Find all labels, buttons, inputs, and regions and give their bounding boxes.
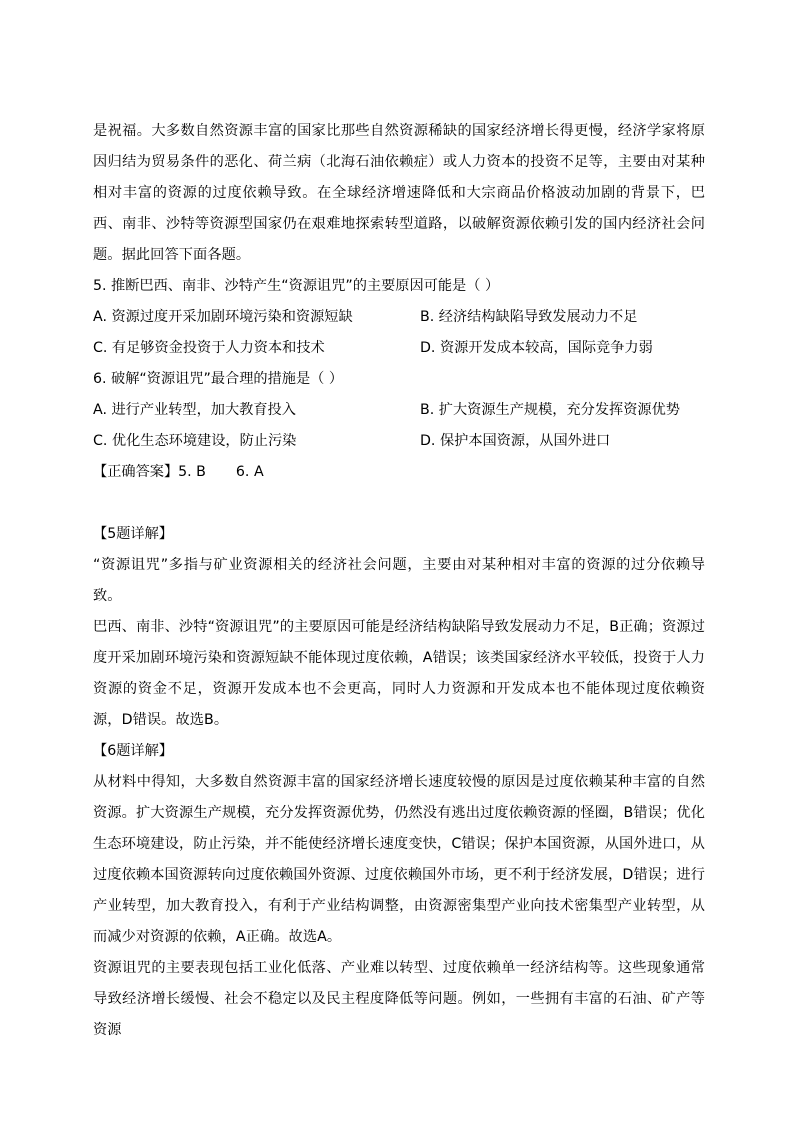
question-5-options-row-1 [93,302,705,333]
page-content [93,116,705,1046]
question-5-option-a: A. 资源过度开采加剧环境污染和资源短缺 [93,309,353,325]
intro-paragraph: 是祝福。大多数自然资源丰富的国家比那些自然资源稀缺的国家经济增长得更慢，经济学家将原因归结为贸易条件的恶化、荷兰病（北海石油依赖症）或人力资本的投资不足等，主要由对某种相对丰富的资源的过度依赖导致。在全球经济增速降低和大宗商品价格波动加剧的背景下，巴西、南非、沙特等资源型国家仍在艰难地探索转型道路，以破解资源依赖引发的国内经济社会问题。据此回答下面各题。 [93,123,705,263]
correct-answer-label: 【正确答案】5. B [93,464,206,480]
question-5-options-row-2 [93,333,705,364]
question-6-option-d: D. 保护本国资源，从国外进口 [420,433,611,449]
question-5-option-d: D. 资源开发成本较高，国际竞争力弱 [420,340,653,356]
question-5-option-b: B. 经济结构缺陷导致发展动力不足 [420,309,638,325]
question-6-option-a: A. 进行产业转型，加大教育投入 [93,402,296,418]
correct-answer [93,457,705,488]
blank-line [93,488,705,519]
detail-6-paragraph-1: 从材料中得知，大多数自然资源丰富的国家经济增长速度较慢的原因是过度依赖某种丰富的自然资源。扩大资源生产规模，充分发挥资源优势，仍然没有逃出过度依赖资源的怪圈，B错误；优化生态环境建设，防止污染，并不能使经济增长速度变快，C错误；保护本国资源，从国外进口，从过度依赖本国资源转向过度依赖国外资源、过度依赖国外市场，更不利于经济发展，D错误；进行产业转型，加大教育投入，有利于产业结构调整，由资源密集型产业向技术密集型产业转型，从而减少对资源的依赖，A正确。故选A。 [93,774,705,945]
detail-5-paragraph-2: 巴西、南非、沙特“资源诅咒”的主要原因可能是经济结构缺陷导致发展动力不足，B正确；资源过度开采加剧环境污染和资源短缺不能体现过度依赖，A错误；该类国家经济水平较低，投资于人力资源的资金不足，资源开发成本也不会更高，同时人力资源和开发成本也不能体现过度依赖资源，D错误。故选B。 [93,619,705,728]
detail-6-paragraph-2: 资源诅咒的主要表现包括工业化低落、产业难以转型、过度依赖单一经济结构等。这些现象通常导致经济增长缓慢、社会不稳定以及民主程度降低等问题。例如，一些拥有丰富的石油、矿产等资源 [93,960,705,1038]
detail-5-heading: 【5题详解】 [93,526,173,542]
correct-answer-second: 6. A [235,464,264,480]
detail-5-paragraph-1: “资源诅咒”多指与矿业资源相关的经济社会问题，主要由对某种相对丰富的资源的过分依赖导致。 [93,557,705,604]
question-6-option-b: B. 扩大资源生产规模，充分发挥资源优势 [420,402,680,418]
question-6-stem: 6. 破解“资源诅咒”最合理的措施是（ ） [93,371,344,387]
question-6-options-row-1 [93,395,705,426]
question-6-options-row-2 [93,426,705,457]
question-6-option-c: C. 优化生态环境建设，防止污染 [93,433,297,449]
question-5-stem: 5. 推断巴西、南非、沙特产生“资源诅咒”的主要原因可能是（ ） [93,278,500,294]
detail-6-heading: 【6题详解】 [93,743,173,759]
question-5-option-c: C. 有足够资金投资于人力资本和技术 [93,340,325,356]
